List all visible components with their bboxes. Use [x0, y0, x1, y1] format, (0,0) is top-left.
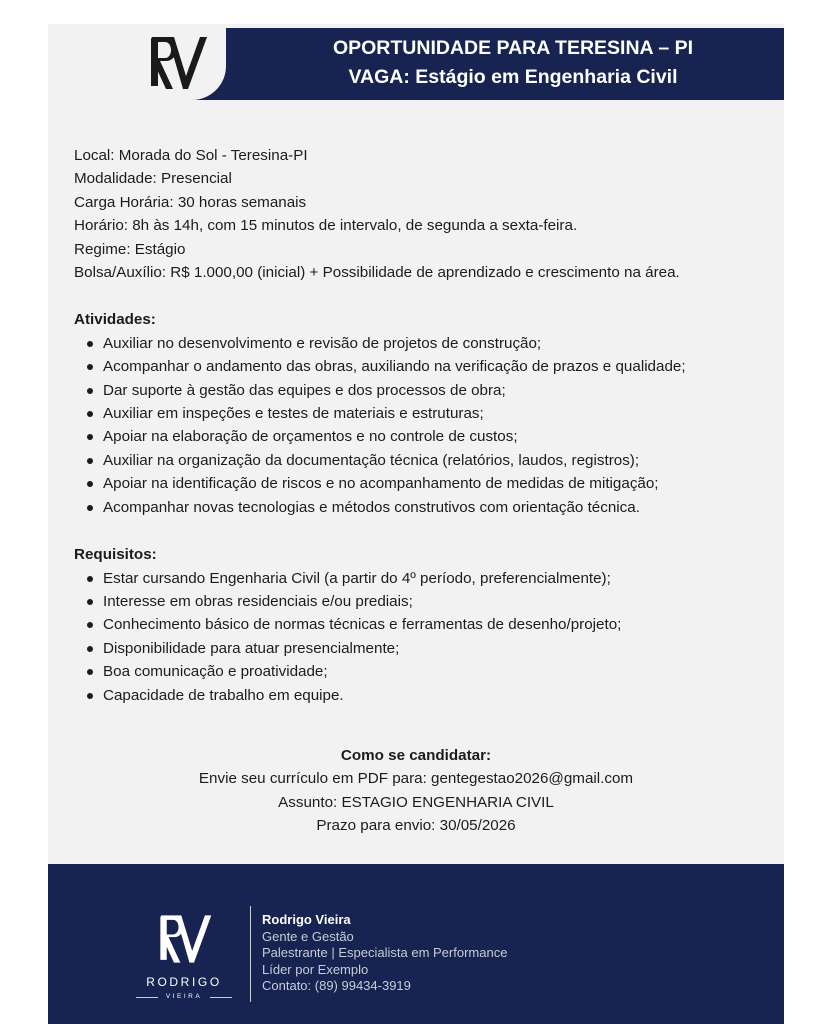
footer-divider [250, 906, 251, 1002]
detail-location: Local: Morada do Sol - Teresina-PI [74, 147, 308, 164]
apply-deadline-line: Prazo para envio: 30/05/2026 [316, 817, 516, 835]
job-details-body [74, 144, 764, 707]
header-title-line1: OPORTUNIDADE PARA TERESINA – PI [332, 37, 694, 59]
requirements-title: Requisitos: [74, 546, 157, 564]
footer [48, 864, 784, 1024]
activities-title: Atividades: [74, 311, 156, 329]
detail-modality: Modalidade: Presencial [74, 170, 232, 188]
rv-logo-icon [144, 34, 210, 92]
detail-regime: Regime: Estágio [74, 240, 186, 258]
header-title-line2: VAGA: Estágio em Engenharia Civil [348, 66, 678, 88]
brand-name: RODRIGO [146, 975, 222, 989]
how-to-apply [48, 744, 784, 838]
contact-block [262, 912, 507, 995]
brand-subtitle-text: VIEIRA [165, 993, 203, 1000]
list-item: Auxiliar em inspeções e testes de materiais e estruturas; [74, 402, 764, 425]
header-banner [48, 28, 784, 100]
list-item: Interesse em obras residenciais e/ou prediais; [74, 590, 764, 613]
rv-logo-icon [154, 912, 214, 966]
list-item: Disponibilidade para atuar presencialmente; [74, 637, 764, 660]
contact-name: Rodrigo Vieira [262, 912, 351, 927]
header-title [248, 34, 778, 92]
list-item: Acompanhar o andamento das obras, auxiliando na verificação de prazos e qualidade; [74, 355, 764, 378]
job-post-card [48, 24, 784, 1024]
list-item: Boa comunicação e proatividade; [74, 660, 764, 683]
requirements-list [74, 567, 764, 707]
list-item: Auxiliar na organização da documentação técnica (relatórios, laudos, registros); [74, 449, 764, 472]
contact-phone: Contato: (89) 99434-3919 [262, 978, 411, 994]
detail-schedule: Horário: 8h às 14h, com 15 minutos de intervalo, de segunda a sexta-feira. [74, 217, 578, 235]
list-item: Capacidade de trabalho em equipe. [74, 684, 764, 707]
contact-line: Líder por Exemplo [262, 961, 369, 977]
apply-email-line: Envie seu currículo em PDF para: gentegestao2026@gmail.com [198, 770, 634, 788]
list-item: Conhecimento básico de normas técnicas e ferramentas de desenho/projeto; [74, 613, 764, 636]
list-item: Apoiar na identificação de riscos e no acompanhamento de medidas de mitigação; [74, 472, 764, 495]
list-item: Estar cursando Engenharia Civil (a partir do 4º período, preferencialmente); [74, 567, 764, 590]
list-item: Apoiar na elaboração de orçamentos e no controle de custos; [74, 425, 764, 448]
contact-line: Gente e Gestão [262, 928, 354, 944]
apply-subject-line: Assunto: ESTAGIO ENGENHARIA CIVIL [278, 793, 554, 811]
contact-line: Palestrante | Especialista em Performance [262, 945, 508, 961]
list-item: Dar suporte à gestão das equipes e dos processos de obra; [74, 379, 764, 402]
list-item: Acompanhar novas tecnologias e métodos construtivos com orientação técnica. [74, 496, 764, 519]
list-item: Auxiliar no desenvolvimento e revisão de projetos de construção; [74, 332, 764, 355]
apply-title: Como se candidatar: [340, 747, 492, 764]
detail-workload: Carga Horária: 30 horas semanais [74, 193, 307, 211]
brand-subtitle [134, 991, 234, 1003]
activities-list [74, 332, 764, 519]
detail-stipend: Bolsa/Auxílio: R$ 1.000,00 (inicial) + Possibilidade de aprendizado e crescimento na área. [74, 264, 680, 282]
